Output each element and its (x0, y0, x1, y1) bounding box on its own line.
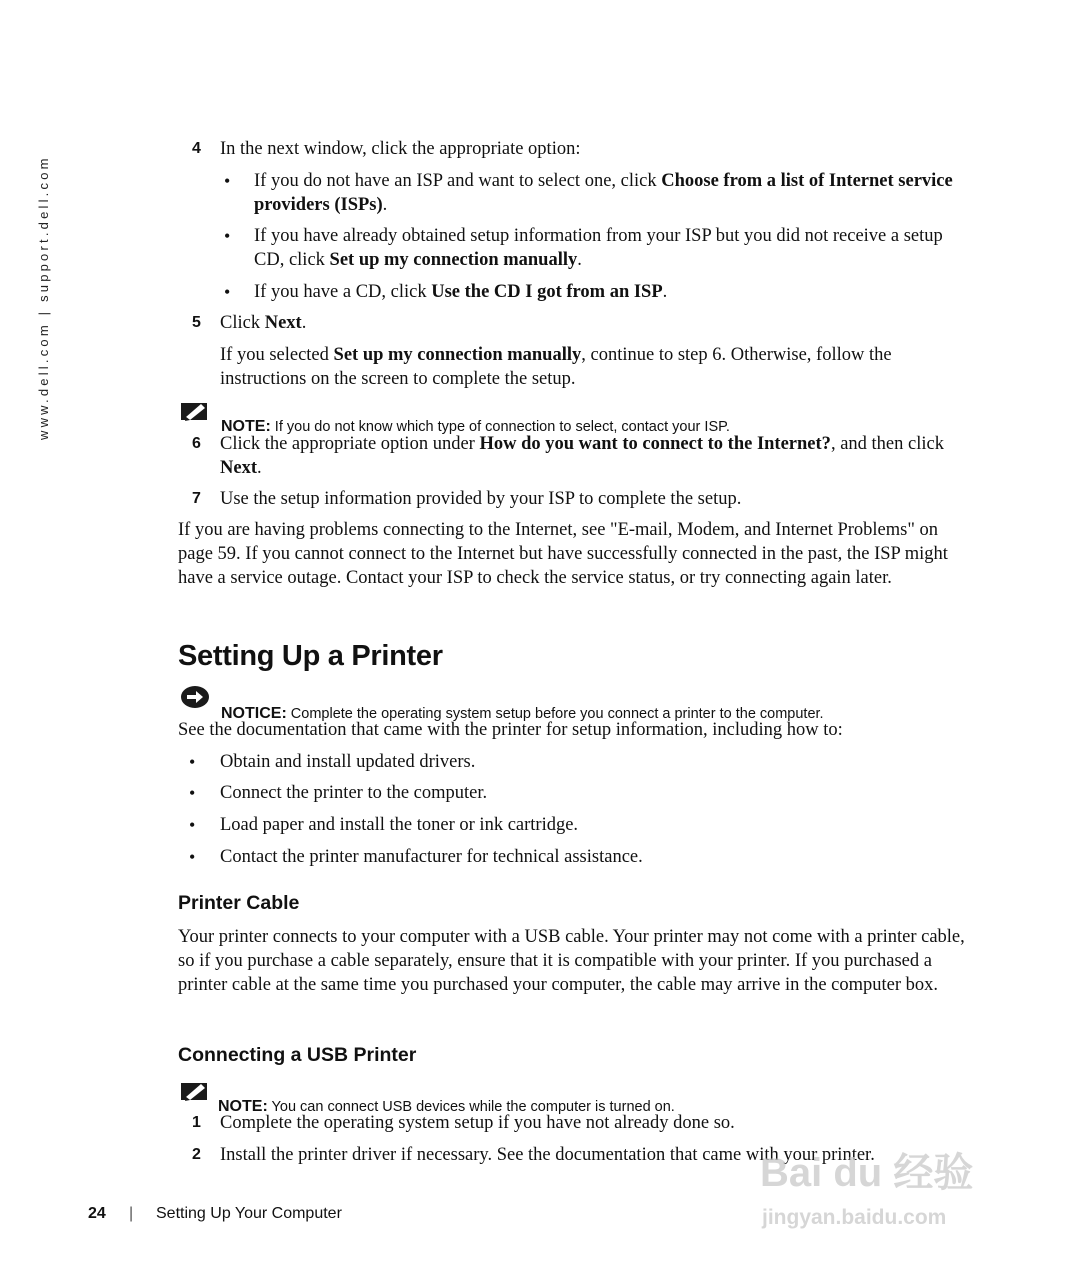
page-number: 24 (88, 1205, 106, 1222)
step-text: Click Next. (220, 313, 307, 333)
list-item: Connect the printer to the computer. (220, 783, 488, 803)
step-text: Click the appropriate option under How do you want to connect to the Internet?, and then click Next. (220, 434, 944, 478)
note-pencil-icon (180, 400, 210, 422)
option-bullet: If you do not have an ISP and want to select one, click Choose from a list of Internet service providers (ISPs). (254, 171, 953, 215)
footer-separator: | (129, 1205, 134, 1222)
notice-arrow-icon (180, 685, 210, 709)
step-number: 6 (192, 435, 201, 452)
step-number: 1 (192, 1114, 201, 1131)
step-text: In the next window, click the appropriate option: (220, 139, 581, 159)
bullet-mark: • (189, 847, 196, 867)
note-text: NOTE: If you do not know which type of connection to select, contact your ISP. (221, 417, 730, 435)
subsection-heading: Printer Cable (178, 892, 300, 914)
step-text: Install the printer driver if necessary. See the documentation that came with your printer. (220, 1145, 875, 1165)
bullet-mark: • (189, 752, 196, 772)
body-paragraph: Your printer connects to your computer with a USB cable. Your printer may not come with a printer cable, so if you purchase a cable separately, ensure that it is compatible with your printer. If you purchased a printer cable at the same time you purchased your computer, the cable may arrive in the computer box. (178, 927, 965, 995)
option-bullet: If you have already obtained setup information from your ISP but you did not receive a setup CD, click Set up my connection manually. (254, 226, 943, 270)
note-pencil-icon (180, 1080, 210, 1102)
chapter-title: Setting Up Your Computer (156, 1205, 342, 1222)
watermark-url: jingyan.baidu.com (762, 1206, 947, 1229)
list-item: Obtain and install updated drivers. (220, 752, 476, 772)
step-number: 7 (192, 490, 201, 507)
option-bullet: If you have a CD, click Use the CD I got from an ISP. (254, 282, 668, 302)
list-item: Contact the printer manufacturer for technical assistance. (220, 847, 643, 867)
notice-text: NOTICE: Complete the operating system setup before you connect a printer to the computer. (221, 704, 824, 722)
step-number: 2 (192, 1146, 201, 1163)
body-paragraph: If you are having problems connecting to the Internet, see "E-mail, Modem, and Internet Problems" on page 59. If you cannot connect to the Internet but have successfully connected in the past, the ISP might have a service outage. Contact your ISP to check the service status, or try connecting again later. (178, 520, 948, 588)
section-title: Setting Up a Printer (178, 640, 443, 672)
list-item: Load paper and install the toner or ink cartridge. (220, 815, 579, 835)
bullet-mark: • (224, 171, 231, 191)
step-detail: If you selected Set up my connection manually, continue to step 6. Otherwise, follow the instructions on the screen to complete the setup. (220, 345, 892, 389)
subsection-heading: Connecting a USB Printer (178, 1044, 417, 1066)
step-text: Complete the operating system setup if you have not already done so. (220, 1113, 735, 1133)
note-text: NOTE: You can connect USB devices while the computer is turned on. (218, 1097, 675, 1115)
step-number: 4 (192, 140, 201, 157)
intro-paragraph: See the documentation that came with the printer for setup information, including how to: (178, 720, 843, 740)
watermark-logo: Bai du 经验 (760, 1151, 974, 1195)
bullet-mark: • (189, 783, 196, 803)
step-number: 5 (192, 314, 201, 331)
step-text: Use the setup information provided by your ISP to complete the setup. (220, 489, 742, 509)
side-url-text: www.dell.com | support.dell.com (36, 155, 51, 440)
bullet-mark: • (224, 226, 231, 246)
bullet-mark: • (189, 815, 196, 835)
bullet-mark: • (224, 282, 231, 302)
